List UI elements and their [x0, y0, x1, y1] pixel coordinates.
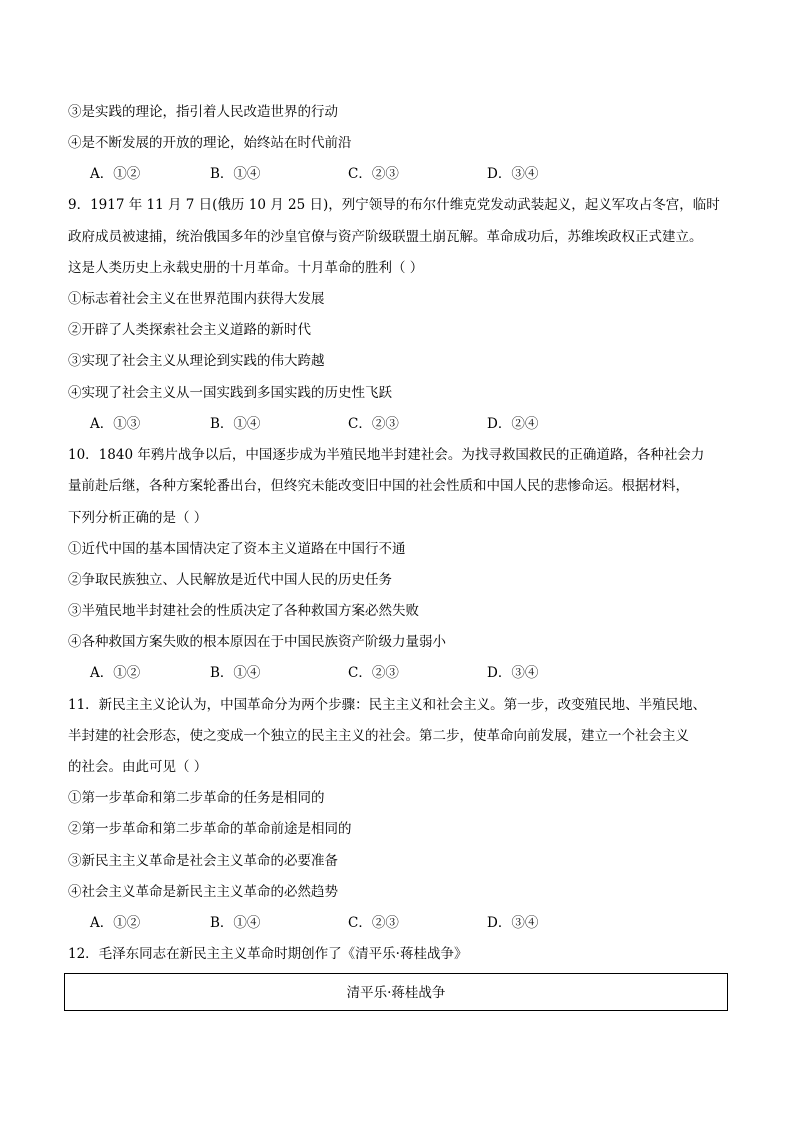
q10-stem-line-2: 量前赴后继，各种方案轮番出台，但终究未能改变旧中国的社会性质和中国人民的悲惨命运。根据材料，	[68, 478, 689, 494]
q9-stem-line-2: 政府成员被逮捕，统治俄国多年的沙皇官僚与资产阶级联盟土崩瓦解。革命成功后，苏维埃政权正式建立。	[68, 229, 703, 245]
q8-statement-4: ④是不断发展的开放的理论，始终站在时代前沿	[68, 135, 352, 151]
q9-stem-line-3: 这是人类历史上永载史册的十月革命。十月革命的胜利（ ）	[68, 260, 424, 276]
q11-stem-line-2: 半封建的社会形态，使之变成一个独立的民主主义的社会。第二步，使革命向前发展，建立一个社会主义	[68, 728, 689, 744]
q10-statement-2: ②争取民族独立、人民解放是近代中国人民的历史任务	[68, 572, 392, 588]
q8-statement-3: ③是实践的理论，指引着人民改造世界的行动	[68, 104, 338, 120]
q11-option-c[interactable]: C．②③	[348, 915, 399, 931]
q10-statement-4: ④各种救国方案失败的根本原因在于中国民族资产阶级力量弱小	[68, 634, 446, 650]
q9-option-a[interactable]: A．①③	[90, 416, 141, 432]
q11-statement-2: ②第一步革命和第二步革命的革命前途是相同的	[68, 821, 352, 837]
q8-option-a[interactable]: A．①②	[90, 166, 141, 182]
q11-stem-line-3: 的社会。由此可见（ ）	[68, 759, 208, 775]
q8-option-b[interactable]: B．①④	[210, 166, 261, 182]
q12-stem-line-1: 12．毛泽东同志在新民主主义革命时期创作了《清平乐·蒋桂战争》	[68, 946, 468, 962]
q9-statement-1: ①标志着社会主义在世界范围内获得大发展	[68, 291, 325, 307]
q10-option-a[interactable]: A．①②	[90, 665, 141, 681]
poem-box	[64, 973, 728, 1011]
q11-option-a[interactable]: A．①②	[90, 915, 141, 931]
q11-statement-4: ④社会主义革命是新民主主义革命的必然趋势	[68, 884, 338, 900]
q10-option-c[interactable]: C．②③	[348, 665, 399, 681]
q11-statement-1: ①第一步革命和第二步革命的任务是相同的	[68, 790, 325, 806]
q10-option-d[interactable]: D．③④	[487, 665, 539, 681]
q8-option-d[interactable]: D．③④	[487, 166, 539, 182]
q10-stem-line-3: 下列分析正确的是（ ）	[68, 510, 208, 526]
q9-statement-3: ③实现了社会主义从理论到实践的伟大跨越	[68, 353, 325, 369]
q9-option-d[interactable]: D．②④	[487, 416, 539, 432]
poem-title: 清平乐·蒋桂战争	[346, 985, 446, 1001]
q10-statement-1: ①近代中国的基本国情决定了资本主义道路在中国行不通	[68, 541, 406, 557]
q11-option-b[interactable]: B．①④	[210, 915, 261, 931]
q10-option-b[interactable]: B．①④	[210, 665, 261, 681]
q11-option-d[interactable]: D．③④	[487, 915, 539, 931]
q11-stem-line-1: 11．新民主主义论认为，中国革命分为两个步骤：民主主义和社会主义。第一步，改变殖民地、半殖民地、	[68, 697, 707, 713]
q9-option-c[interactable]: C．②③	[348, 416, 399, 432]
q9-option-b[interactable]: B．①④	[210, 416, 261, 432]
q9-stem-line-1: 9．1917 年 11 月 7 日(俄历 10 月 25 日)，列宁领导的布尔什维克党发动武装起义，起义军攻占冬宫，临时	[68, 197, 720, 213]
q10-stem-line-1: 10．1840 年鸦片战争以后，中国逐步成为半殖民地半封建社会。为找寻救国救民的正确道路，各种社会力	[68, 447, 705, 463]
q11-statement-3: ③新民主主义革命是社会主义革命的必要准备	[68, 853, 338, 869]
q10-statement-3: ③半殖民地半封建社会的性质决定了各种救国方案必然失败	[68, 603, 419, 619]
q9-statement-4: ④实现了社会主义从一国实践到多国实践的历史性飞跃	[68, 385, 392, 401]
q8-option-c[interactable]: C．②③	[348, 166, 399, 182]
q9-statement-2: ②开辟了人类探索社会主义道路的新时代	[68, 322, 311, 338]
